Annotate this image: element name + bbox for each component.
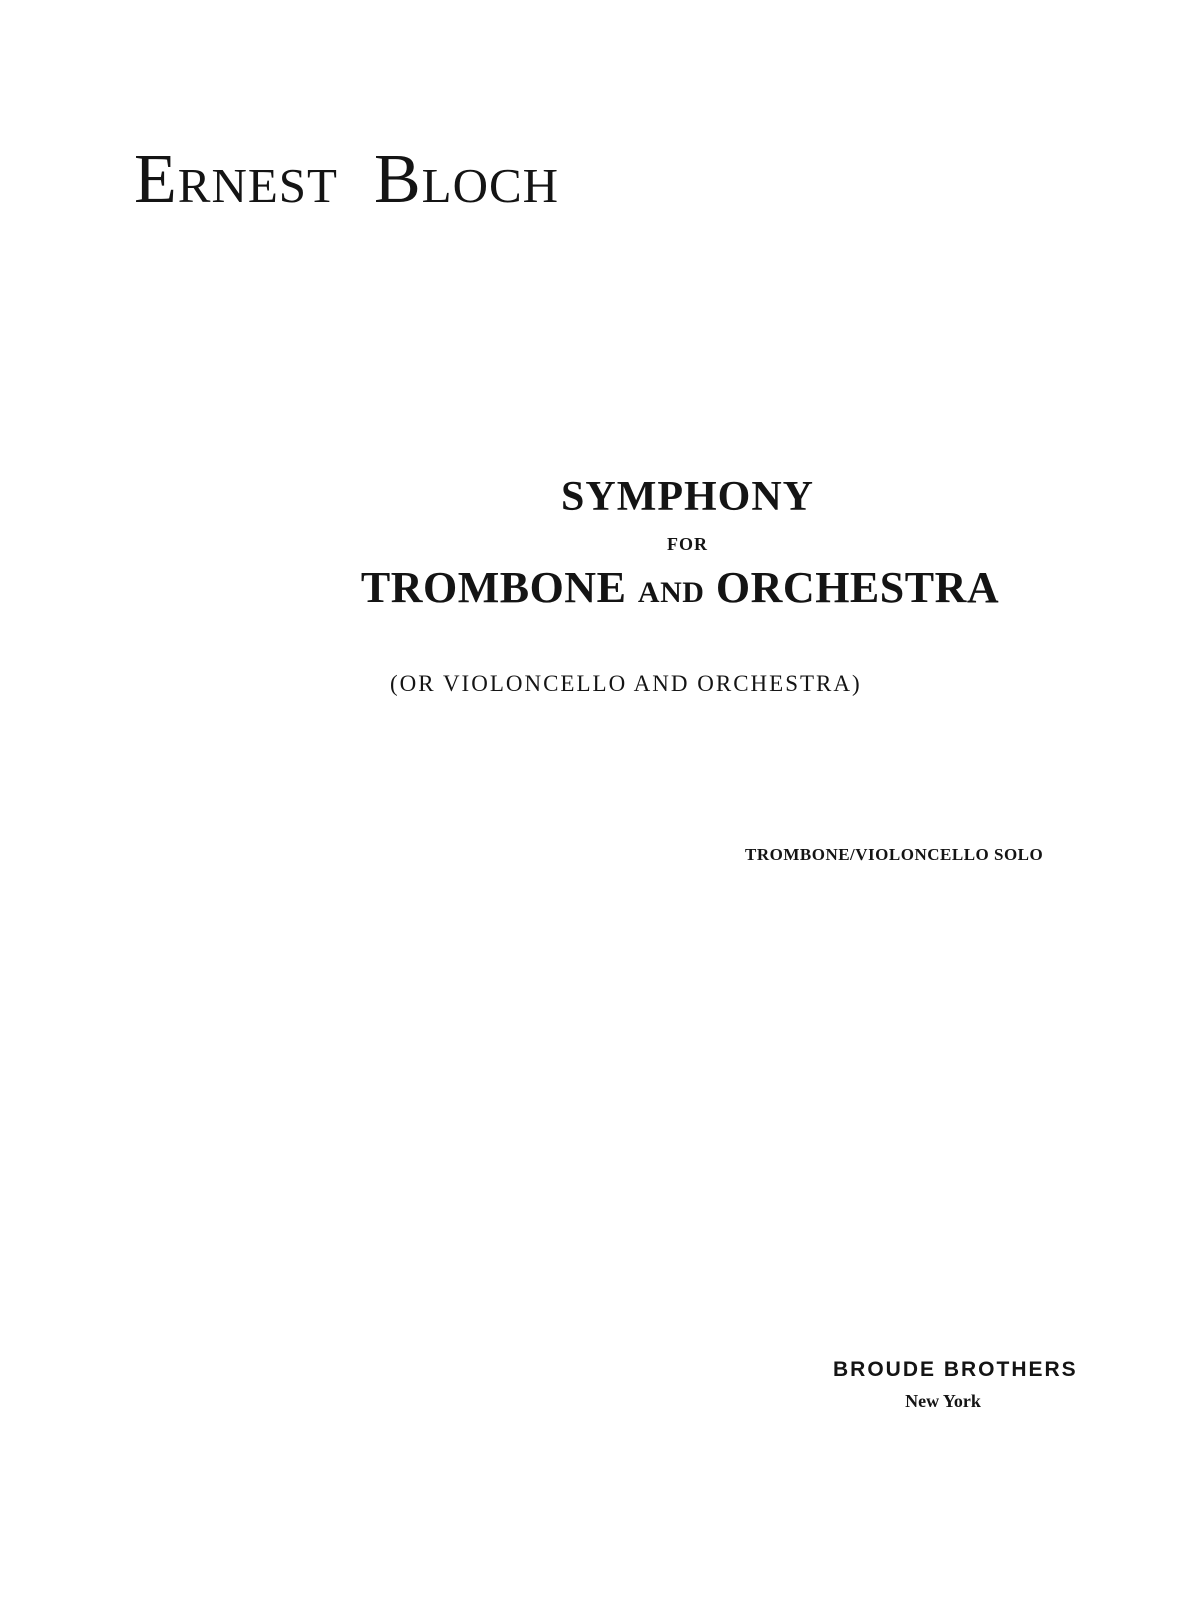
composer-last-name: Bloch [373,141,560,218]
publisher-city: New York [905,1391,981,1411]
and-connector: AND [637,576,705,609]
part-label: TROMBONE/VIOLONCELLO SOLO [745,845,1044,864]
publisher-name: BROUDE BROTHERS [833,1358,1078,1381]
alternative-instrumentation: (OR VIOLONCELLO AND ORCHESTRA) [390,671,862,696]
instrument-orchestra: ORCHESTRA [715,563,1000,612]
instrument-trombone: TROMBONE [360,563,627,612]
work-instrumentation [310,563,1050,612]
composer-name [134,141,560,218]
work-title: SYMPHONY [561,474,814,520]
work-for-label: FOR [667,534,708,554]
composer-first-name: Ernest [134,141,338,218]
